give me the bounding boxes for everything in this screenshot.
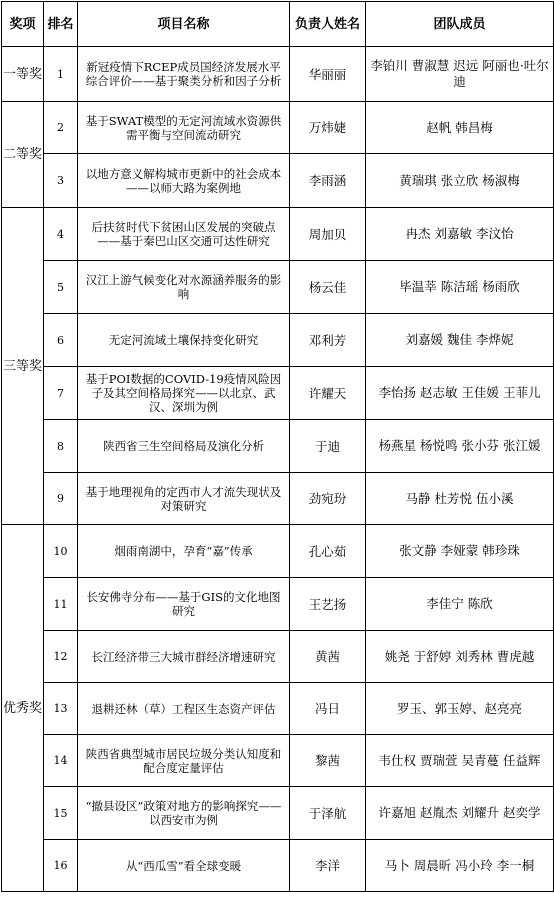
leader-cell: 万炜婕: [290, 102, 366, 154]
rank-cell: 10: [44, 525, 78, 578]
project-cell: 陕西省典型城市居民垃圾分类认知度和配合度定量评估: [78, 735, 290, 787]
header-rank: 排名: [44, 2, 78, 47]
header-team: 团队成员: [366, 2, 554, 47]
project-cell: 基于SWAT模型的无定河流域水资源供需平衡与空间流动研究: [78, 102, 290, 154]
rank-cell: 13: [44, 683, 78, 735]
project-cell: 长江经济带三大城市群经济增速研究: [78, 631, 290, 683]
rank-cell: 8: [44, 420, 78, 473]
rank-cell: 2: [44, 102, 78, 154]
team-cell: 马卜 周晨昕 冯小玲 李一桐: [366, 840, 554, 892]
team-cell: 韦仕权 贾瑞萱 吴青蔓 任益辉: [366, 735, 554, 787]
table-row: [2, 787, 554, 840]
leader-cell: 冯日: [290, 683, 366, 735]
team-cell: 赵帆 韩昌梅: [366, 102, 554, 154]
project-cell: 陕西省三生空间格局及演化分析: [78, 420, 290, 473]
leader-cell: 许耀天: [290, 367, 366, 420]
table-row: [2, 314, 554, 367]
team-cell: 刘嘉媛 魏佳 李烨妮: [366, 314, 554, 367]
table-row: [2, 154, 554, 208]
project-cell: 基于地理视角的定西市人才流失现状及对策研究: [78, 473, 290, 525]
project-cell: 以地方意义解构城市更新中的社会成本——以师大路为案例地: [78, 154, 290, 208]
table-row: [2, 420, 554, 473]
project-cell: 无定河流域土壤保持变化研究: [78, 314, 290, 367]
team-cell: 姚尧 于舒婷 刘秀林 曹虎越: [366, 631, 554, 683]
team-cell: 李佳宁 陈欣: [366, 578, 554, 631]
project-cell: 烟雨南湖中，孕育“嘉”传承: [78, 525, 290, 578]
project-cell: 新冠疫情下RCEP成员国经济发展水平综合评价——基于聚类分析和因子分析: [78, 47, 290, 102]
project-cell: “撤县设区”政策对地方的影响探究——以西安市为例: [78, 787, 290, 840]
team-cell: 毕温莘 陈洁瑶 杨雨欣: [366, 261, 554, 314]
rank-cell: 6: [44, 314, 78, 367]
leader-cell: 邓利芳: [290, 314, 366, 367]
header-project: 项目名称: [78, 2, 290, 47]
table-row: [2, 735, 554, 787]
team-cell: 李怡扬 赵志敏 王佳媛 王菲儿: [366, 367, 554, 420]
award-first: 一等奖: [2, 47, 44, 102]
table-row: [2, 578, 554, 631]
rank-cell: 14: [44, 735, 78, 787]
rank-cell: 9: [44, 473, 78, 525]
team-cell: 罗玉、郭玉婷、赵亮亮: [366, 683, 554, 735]
rank-cell: 7: [44, 367, 78, 420]
table-row: [2, 683, 554, 735]
leader-cell: 周加贝: [290, 208, 366, 261]
leader-cell: 华丽丽: [290, 47, 366, 102]
header-award: 奖项: [2, 2, 44, 47]
table-row: [2, 473, 554, 525]
project-cell: 退耕还林（草）工程区生态资产评估: [78, 683, 290, 735]
project-cell: 后扶贫时代下贫困山区发展的突破点——基于秦巴山区交通可达性研究: [78, 208, 290, 261]
team-cell: 许嘉旭 赵胤杰 刘耀升 赵奕学: [366, 787, 554, 840]
rank-cell: 3: [44, 154, 78, 208]
project-cell: 汉江上游气候变化对水源涵养服务的影响: [78, 261, 290, 314]
header-leader: 负责人姓名: [290, 2, 366, 47]
rank-cell: 11: [44, 578, 78, 631]
table-row: [2, 208, 554, 261]
rank-cell: 16: [44, 840, 78, 892]
leader-cell: 孔心茹: [290, 525, 366, 578]
leader-cell: 杨云佳: [290, 261, 366, 314]
leader-cell: 李雨涵: [290, 154, 366, 208]
table-row: [2, 47, 554, 102]
leader-cell: 黄茜: [290, 631, 366, 683]
team-cell: 李铂川 曹淑慧 迟远 阿丽也·吐尔迪: [366, 47, 554, 102]
header-row: [2, 2, 554, 47]
table-row: [2, 631, 554, 683]
team-cell: 张文静 李娅蒙 韩珍珠: [366, 525, 554, 578]
table-row: [2, 525, 554, 578]
leader-cell: 于泽航: [290, 787, 366, 840]
project-cell: 长安佛寺分布——基于GIS的文化地图研究: [78, 578, 290, 631]
table-row: [2, 102, 554, 154]
rank-cell: 5: [44, 261, 78, 314]
awards-table: [1, 1, 554, 892]
table-row: [2, 840, 554, 892]
table-row: [2, 367, 554, 420]
leader-cell: 黎茜: [290, 735, 366, 787]
award-excellent: 优秀奖: [2, 525, 44, 892]
team-cell: 马静 杜芳悦 伍小溪: [366, 473, 554, 525]
award-second: 二等奖: [2, 102, 44, 208]
team-cell: 冉杰 刘嘉敏 李汶怡: [366, 208, 554, 261]
rank-cell: 15: [44, 787, 78, 840]
project-cell: 基于POI数据的COVID-19疫情风险因子及其空间格局探究——以北京、武汉、深圳为例: [78, 367, 290, 420]
project-cell: 从“西瓜雪”看全球变暖: [78, 840, 290, 892]
rank-cell: 12: [44, 631, 78, 683]
team-cell: 杨燕星 杨悦鸣 张小芬 张江媛: [366, 420, 554, 473]
leader-cell: 李洋: [290, 840, 366, 892]
table-row: [2, 261, 554, 314]
award-third: 三等奖: [2, 208, 44, 525]
leader-cell: 劲宛玢: [290, 473, 366, 525]
rank-cell: 1: [44, 47, 78, 102]
team-cell: 黄瑞琪 张立欣 杨淑梅: [366, 154, 554, 208]
leader-cell: 王艺扬: [290, 578, 366, 631]
rank-cell: 4: [44, 208, 78, 261]
leader-cell: 于迪: [290, 420, 366, 473]
